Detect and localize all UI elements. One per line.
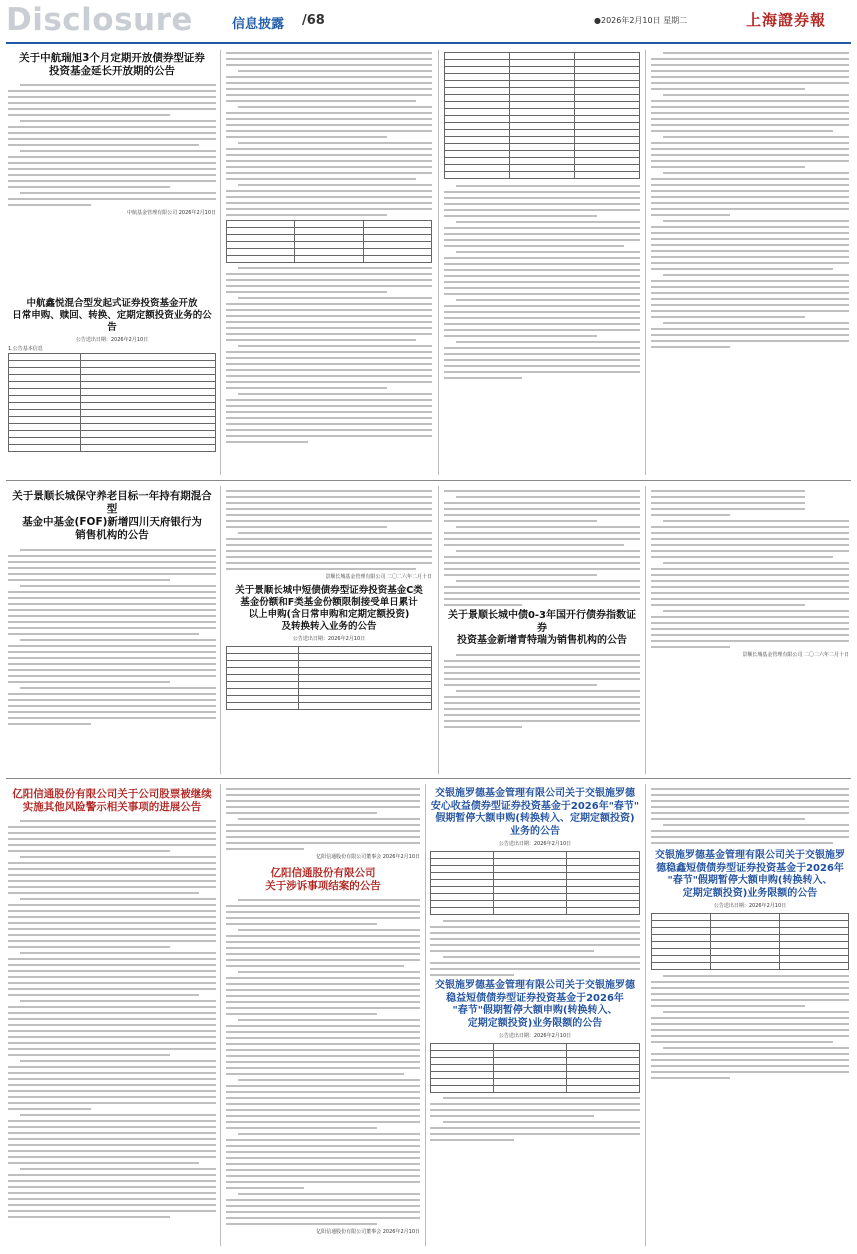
title-line: 亿阳信通股份有限公司关于公司股票被继续 xyxy=(12,788,212,800)
title-line: 中航鑫悦混合型发起式证券投资基金开放 xyxy=(26,298,198,309)
column-divider xyxy=(438,486,439,774)
announcement-invesco-short-bond xyxy=(226,490,432,710)
column-divider xyxy=(220,486,221,774)
title-line: 交银施罗德基金管理有限公司关于交银施罗德 xyxy=(435,980,635,991)
announcement-zhonghang-ruixu xyxy=(8,52,216,217)
title-line: 基金中基金(FOF)新增四川天府银行为 xyxy=(22,516,202,529)
announcement-title xyxy=(226,867,420,893)
publish-date: 公告送出日期：2026年2月10日 xyxy=(713,903,787,909)
announcement-title xyxy=(651,850,849,900)
column-divider xyxy=(645,486,646,774)
title-line: 关于景顺长城中债0-3年国开行债券指数证券 xyxy=(447,610,637,634)
announcement-title xyxy=(430,788,640,838)
issue-date: ●2026年2月10日 星期二 xyxy=(594,16,688,25)
announcement-title xyxy=(8,52,216,78)
band-divider xyxy=(6,778,851,779)
signature: 中航基金管理有限公司 2026年2月10日 xyxy=(127,210,216,217)
body-text xyxy=(226,788,420,850)
column-divider xyxy=(220,784,221,1246)
info-table xyxy=(651,913,849,970)
title-line: 交银施罗德基金管理有限公司关于交银施罗 xyxy=(655,850,845,861)
info-table xyxy=(226,646,432,710)
title-line: 销售机构的公告 xyxy=(75,529,149,542)
body-text xyxy=(430,920,640,976)
publish-date: 公告送出日期：2026年2月10日 xyxy=(498,841,572,847)
title-line: "春节"假期暂停大额申购(转换转入、 xyxy=(667,875,833,886)
announcement-title xyxy=(444,610,640,648)
announcement-title xyxy=(8,490,216,543)
announcement-title xyxy=(430,980,640,1030)
announcement-title xyxy=(8,788,216,814)
column-divider xyxy=(425,784,426,1246)
header-rule xyxy=(6,42,851,44)
title-line: 投资基金新增青特瑞为销售机构的公告 xyxy=(457,635,627,646)
publish-date: 公告送出日期：2026年2月10日 xyxy=(292,635,366,642)
page-header xyxy=(0,0,857,42)
band-divider xyxy=(6,480,851,481)
announcement-invesco-cdb-index xyxy=(444,490,640,732)
column-divider xyxy=(220,50,221,475)
info-table xyxy=(430,851,640,915)
info-table xyxy=(430,1043,640,1093)
title-line: 关于涉诉事项结案的公告 xyxy=(265,880,381,893)
signature: 亿阳信通股份有限公司董事会 2026年2月10日 xyxy=(316,1229,420,1236)
signature: 景顺长城基金管理有限公司 二〇二六年二月十日 xyxy=(742,652,849,658)
body-text xyxy=(651,490,849,648)
announcement-zhonghang-xinyue xyxy=(8,298,216,452)
announcement-yiyang-litigation xyxy=(226,788,420,1236)
title-line: 及转换转入业务的公告 xyxy=(281,620,377,632)
title-line: 以上申购(含日常申购和定期定额投资) xyxy=(248,608,410,620)
title-line: 定期定额投资)业务限额的公告 xyxy=(682,887,818,899)
page-number: /68 xyxy=(302,13,325,28)
body-text xyxy=(8,84,216,206)
body-text xyxy=(444,185,640,379)
announcement-title xyxy=(8,298,216,334)
body-text xyxy=(651,975,849,1079)
signature: 亿阳信通股份有限公司董事会 2026年2月10日 xyxy=(316,854,420,860)
announcement-invesco-fof xyxy=(8,490,216,729)
body-text xyxy=(444,490,640,606)
info-table xyxy=(8,353,216,452)
title-line: 业务的公告 xyxy=(510,825,560,837)
announcement-title xyxy=(226,585,432,633)
fee-table xyxy=(226,220,432,263)
body-text xyxy=(430,1097,640,1141)
fee-table xyxy=(444,52,640,179)
table-label: 1.公告基本信息 xyxy=(8,345,43,352)
announcement-bocom-anxin xyxy=(430,788,640,1145)
body-text xyxy=(444,654,640,728)
announcement-yiyang-risk-warning xyxy=(8,788,216,1222)
brand-wordmark: Disclosure xyxy=(6,2,193,38)
title-line: 投资基金延长开放期的公告 xyxy=(49,65,175,78)
title-line: 亿阳信通股份有限公司 xyxy=(270,867,376,879)
publish-date: 公告送出日期：2026年2月10日 xyxy=(75,336,149,343)
continued-text-col4-band2 xyxy=(651,490,849,659)
title-line: 交银施罗德基金管理有限公司关于交银施罗德 xyxy=(435,788,635,799)
title-line: 关于景顺长城中短债债券型证券投资基金C类 xyxy=(235,585,423,596)
body-text xyxy=(226,899,420,1225)
body-text xyxy=(651,788,849,844)
title-line: 稳益短债债券型证券投资基金于2026年 xyxy=(446,992,624,1004)
announcement-bocom-wenxin xyxy=(651,788,849,1083)
continued-text-col3 xyxy=(444,52,640,383)
title-line: 关于中航瑞旭3个月定期开放债券型证券 xyxy=(19,52,205,64)
body-text xyxy=(226,52,432,216)
title-line: 德稳鑫短债债券型证券投资基金于2026年 xyxy=(656,862,844,874)
body-text xyxy=(651,52,849,348)
title-line: "春节"假期暂停大额申购(转换转入、 xyxy=(452,1005,618,1016)
body-text xyxy=(226,267,432,443)
title-line: 定期定额投资)业务限额的公告 xyxy=(467,1017,603,1029)
title-line: 安心收益债券型证券投资基金于2026年"春节" xyxy=(430,800,640,812)
column-divider xyxy=(438,50,439,475)
title-line: 实施其他风险警示相关事项的进展公告 xyxy=(22,801,202,814)
column-divider xyxy=(645,50,646,475)
column-divider xyxy=(645,784,646,1246)
body-text xyxy=(8,549,216,725)
signature: 景顺长城基金管理有限公司 二〇二六年二月十日 xyxy=(325,574,432,580)
paper-logo: 上海證券報 xyxy=(746,11,827,29)
body-text xyxy=(8,820,216,1218)
section-name: 信息披露 xyxy=(232,17,285,32)
body-text xyxy=(226,490,432,570)
title-line: 假期暂停大额申购(转换转入、定期定额投资) xyxy=(435,813,635,824)
continued-text-col4 xyxy=(651,52,849,352)
title-line: 关于景顺长城保守养老目标一年持有期混合型 xyxy=(12,490,212,516)
title-line: 日常申购、赎回、转换、定期定额投资业务的公告 xyxy=(12,309,212,333)
continued-text-col2 xyxy=(226,52,432,447)
publish-date: 公告送出日期：2026年2月10日 xyxy=(498,1033,572,1039)
title-line: 基金份额和F类基金份额限制接受单日累计 xyxy=(240,596,418,608)
